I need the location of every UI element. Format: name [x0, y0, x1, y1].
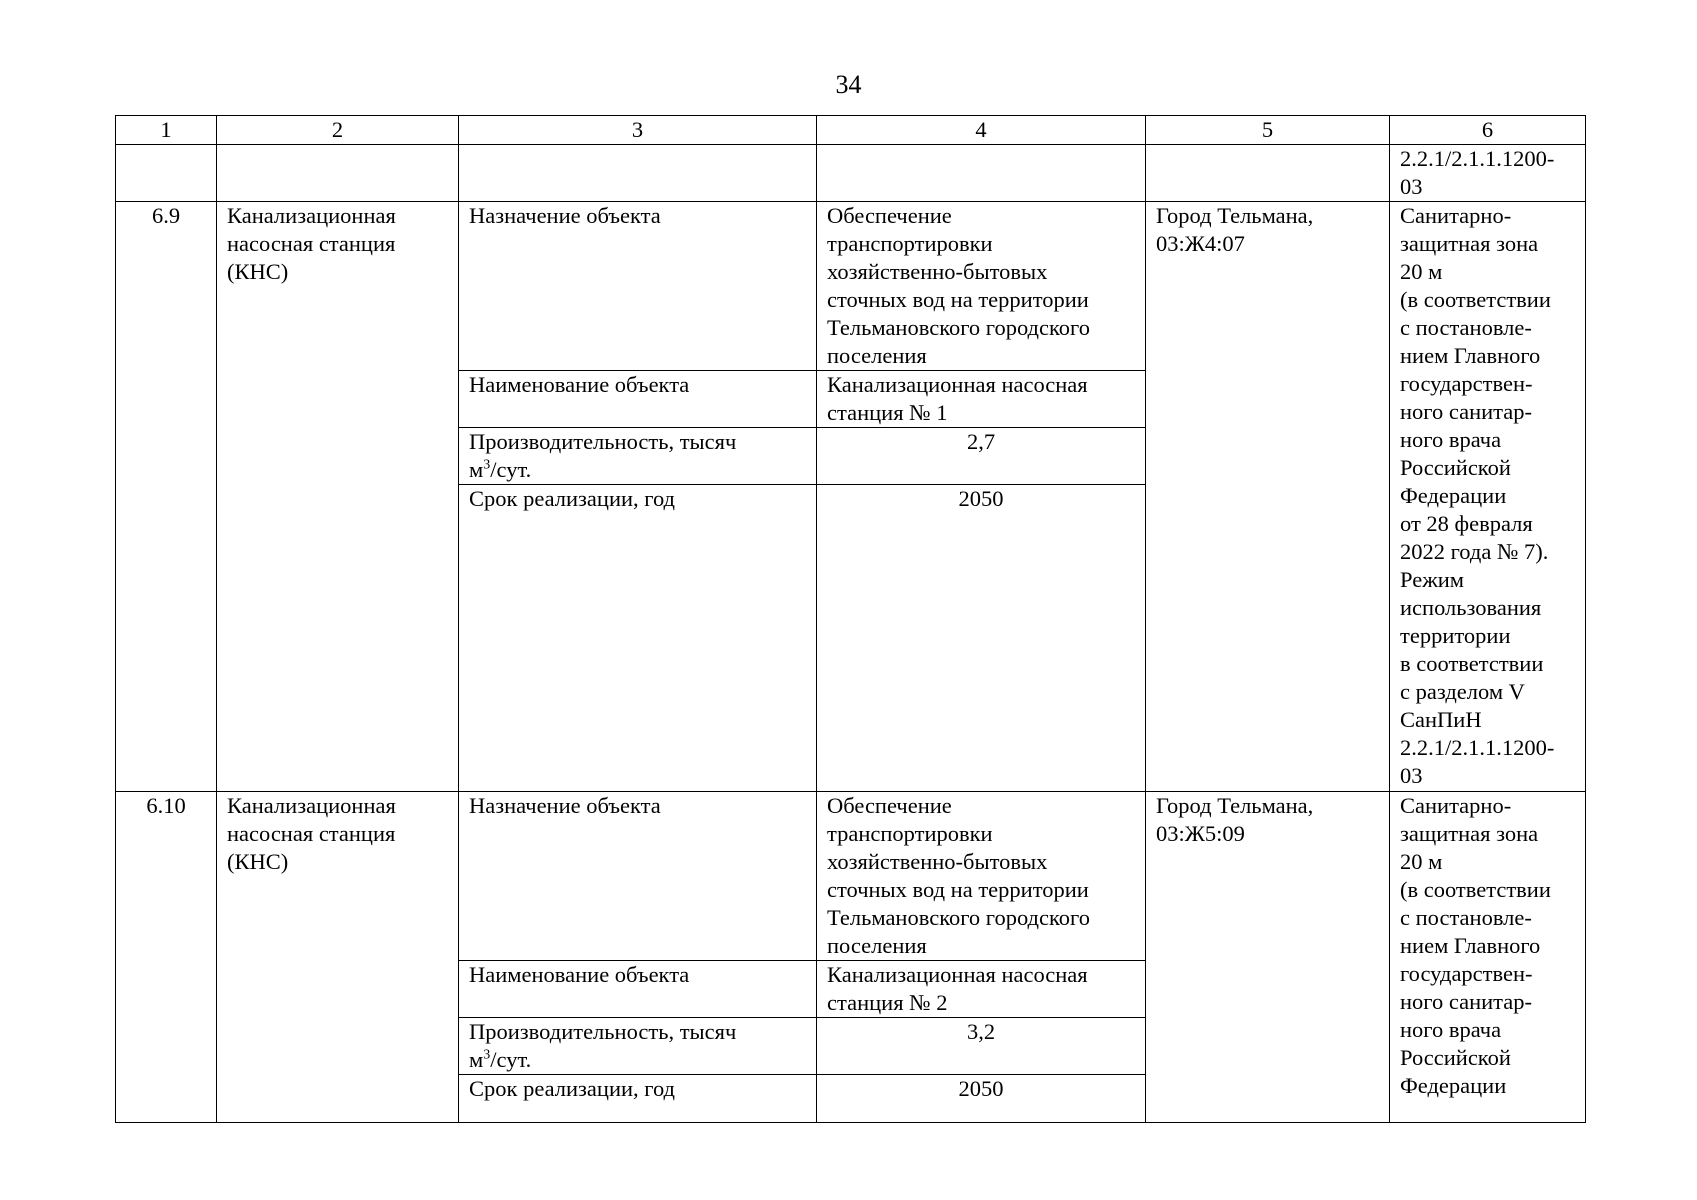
name-value: Канализационная насосная станция № 2: [817, 961, 1146, 1018]
header-row: [116, 116, 1586, 145]
column-header: 4: [817, 116, 1146, 145]
term-value: 2050: [817, 485, 1146, 792]
column-header: 1: [116, 116, 217, 145]
column-header: 2: [217, 116, 459, 145]
column-header: 3: [459, 116, 817, 145]
capacity-label: Производительность, тысяч $м^3$/сут.: [459, 1018, 817, 1075]
purpose-value: Обеспечение транспортировки хозяйственно-бытовых сточных вод на территории Тельмановского городского поселения: [817, 792, 1146, 961]
row-number: 6.9: [116, 202, 217, 792]
capacity-value: 3,2: [817, 1018, 1146, 1075]
row-number: 6.10: [116, 792, 217, 1123]
sanitary-zone: Санитарно- защитная зона 20 м (в соответствии с постановле- нием Главного государствен- ного санитар- ного врача Российской Федерации от 28 февраля 2022 года № 7). Режим использования территории в соответствии с разделом V СанПиН 2.2.1/2.1.1.1200- 03: [1390, 202, 1586, 792]
purpose-label: Назначение объекта: [459, 792, 817, 961]
name-label: Наименование объекта: [459, 371, 817, 428]
purpose-label: Назначение объекта: [459, 202, 817, 371]
object-name: Канализационная насосная станция (КНС): [217, 202, 459, 792]
column-header: 6: [1390, 116, 1586, 145]
column-header: 5: [1146, 116, 1390, 145]
sanitary-zone: Санитарно- защитная зона 20 м (в соответствии с постановле- нием Главного государствен- ного санитар- ного врача Российской Федерации: [1390, 792, 1586, 1123]
page-number: 34: [835, 70, 862, 99]
object-name: Канализационная насосная станция (КНС): [217, 792, 459, 1123]
location: Город Тельмана, 03:Ж4:07: [1146, 202, 1390, 792]
name-label: Наименование объекта: [459, 961, 817, 1018]
name-value: Канализационная насосная станция № 1: [817, 371, 1146, 428]
term-label: Срок реализации, год: [459, 485, 817, 792]
capacity-value: 2,7: [817, 428, 1146, 485]
table-row: [116, 202, 1586, 371]
objects-table: [115, 115, 1586, 1123]
capacity-label: Производительность, тысяч $м^3$/сут.: [459, 428, 817, 485]
table-row: [116, 792, 1586, 961]
continuation-row: [116, 145, 1586, 202]
term-label: Срок реализации, год: [459, 1075, 817, 1123]
zone-continuation: 2.2.1/2.1.1.1200- 03: [1390, 145, 1586, 202]
term-value: 2050: [817, 1075, 1146, 1123]
location: Город Тельмана, 03:Ж5:09: [1146, 792, 1390, 1123]
purpose-value: Обеспечение транспортировки хозяйственно-бытовых сточных вод на территории Тельмановского городского поселения: [817, 202, 1146, 371]
